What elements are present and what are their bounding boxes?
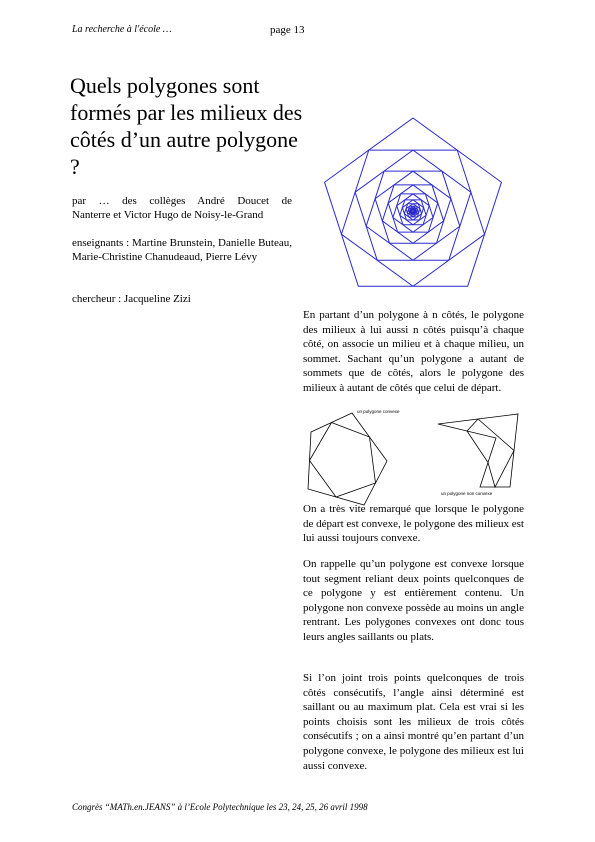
paragraph-2: On a très vite remarqué que lorsque le polygone de départ est convexe, le polygone des milieux est lui aussi toujours convexe.	[303, 503, 524, 545]
teachers-list: enseignants : Martine Brunstein, Danielle Buteau, Marie-Christine Chanudeaud, Pierre Lévy	[72, 237, 292, 263]
page-footer: Congrès “MATh.en.JEANS” à l’Ecole Polytechnique les 23, 24, 25, 26 avril 1998	[72, 802, 368, 812]
nested-pentagons-figure	[300, 78, 540, 303]
paragraph-1: En partant d’un polygone à n côtés, le polygone des milieux à lui aussi n côtés puisqu’à chaque côté, on associe un milieu et à chaque milieu, un sommet. Sachant qu’un polygone a autant de sommets que de côtés, alors le polygone des milieux à autant de côtés que celui de départ.	[303, 309, 524, 394]
page-number: page 13	[270, 24, 305, 36]
convex-polygon	[308, 413, 387, 505]
paragraph-3: On rappelle qu’un polygone est convexe lorsque tout segment reliant deux points quelconques de ce polygone y est entièrement contenu. Un polygone non convexe possède au moins un angle rentrant. Les polygones convexes ont donc tous leurs angles saillants ou plats.	[303, 558, 524, 643]
paragraph-4: Si l’on joint trois points quelconques de trois côtés consécutifs, l’angle ainsi déterminé est saillant ou au maximum plat. Cela est vrai si les points choisis sont les milieux de trois côtés consécutifs ; on a ainsi montré qu’en partant d’un polygone convexe, le polygone des milieux est lui aussi convexe.	[303, 672, 524, 772]
nonconvex-midpoint-polygon	[467, 419, 514, 487]
byline-line-2: Nanterre et Victor Hugo de Noisy-le-Grand	[72, 209, 264, 221]
running-header: La recherche à l'école …	[72, 24, 172, 35]
label-nonconvex: un polygone non convexe	[441, 491, 493, 496]
label-convex: un polygone convexe	[357, 409, 400, 414]
pentagon-level-0	[325, 118, 502, 286]
article-title: Quels polygones sont formés par les milieux des côtés d’un autre polygone ?	[70, 73, 303, 179]
nonconvex-polygon	[438, 414, 518, 487]
byline-line-1: par … des collèges André Doucet de	[72, 195, 292, 207]
pentagon-level-21	[412, 210, 414, 212]
researcher: chercheur : Jacqueline Zizi	[72, 293, 191, 305]
convex-midpoint-polygon	[310, 423, 376, 498]
convex-nonconvex-figure	[300, 405, 530, 510]
